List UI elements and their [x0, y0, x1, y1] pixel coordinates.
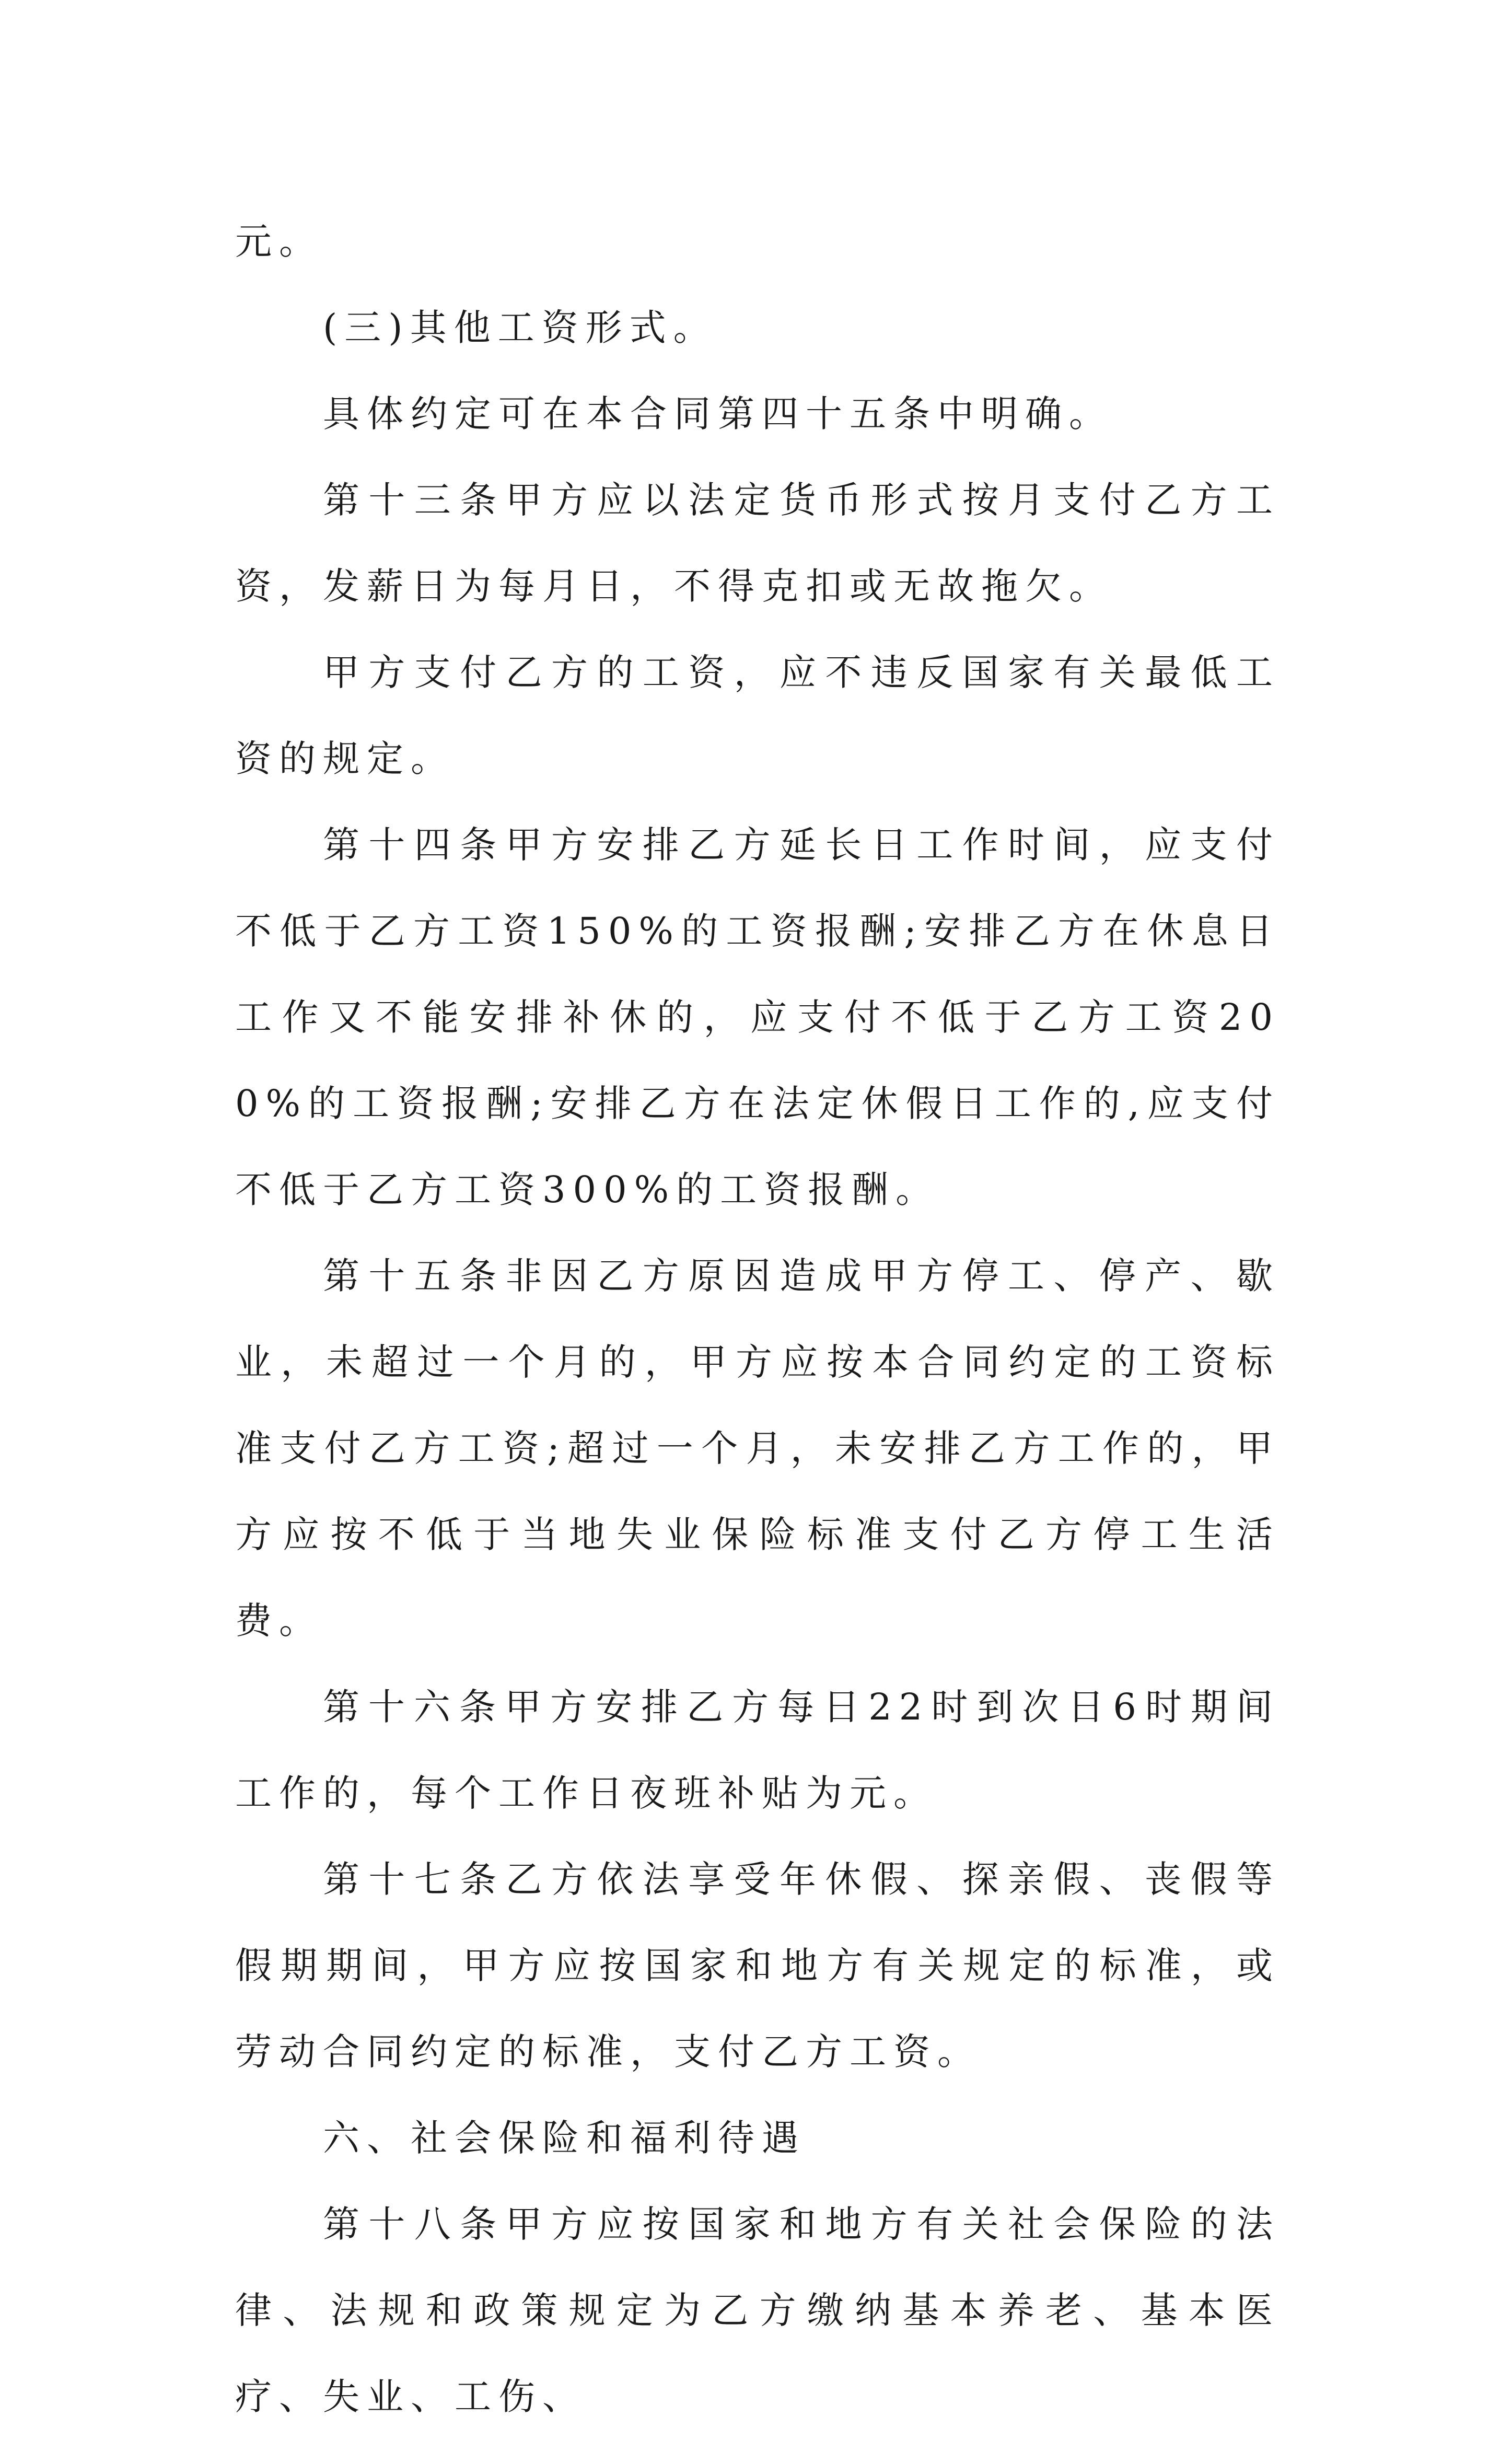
paragraph: 元。: [235, 220, 323, 263]
section-heading: 六、社会保险和福利待遇: [323, 2117, 806, 2159]
paragraph: 第十四条甲方安排乙方延长日工作时间，应支付不低于乙方工资150%的工资报酬;安排乙方在休息日工作又不能安排补休的，应支付不低于乙方工资200%的工资报酬;安排乙方在法定休假日工作的,应支付不低于乙方工资300%的工资报酬。: [235, 823, 1280, 1211]
paragraph: (三)其他工资形式。: [323, 306, 717, 349]
paragraph: 具体约定可在本合同第四十五条中明确。: [323, 392, 1113, 435]
paragraph: 第十七条乙方依法享受年休假、探亲假、丧假等假期期间，甲方应按国家和地方有关规定的标准，或劳动合同约定的标准，支付乙方工资。: [235, 1858, 1280, 2073]
paragraph: 第十八条甲方应按国家和地方有关社会保险的法律、法规和政策规定为乙方缴纳基本养老、基本医疗、失业、工伤、: [235, 2203, 1280, 2418]
document-body: [235, 199, 1280, 2440]
paragraph: 甲方支付乙方的工资，应不违反国家有关最低工资的规定。: [235, 651, 1280, 780]
paragraph: 第十六条甲方安排乙方每日22时到次日6时期间工作的，每个工作日夜班补贴为元。: [235, 1686, 1280, 1815]
paragraph: 第十五条非因乙方原因造成甲方停工、停产、歇业，未超过一个月的，甲方应按本合同约定的工资标准支付乙方工资;超过一个月，未安排乙方工作的，甲方应按不低于当地失业保险标准支付乙方停工生活费。: [235, 1254, 1280, 1642]
paragraph: 第十三条甲方应以法定货币形式按月支付乙方工资，发薪日为每月日，不得克扣或无故拖欠。: [235, 479, 1280, 608]
